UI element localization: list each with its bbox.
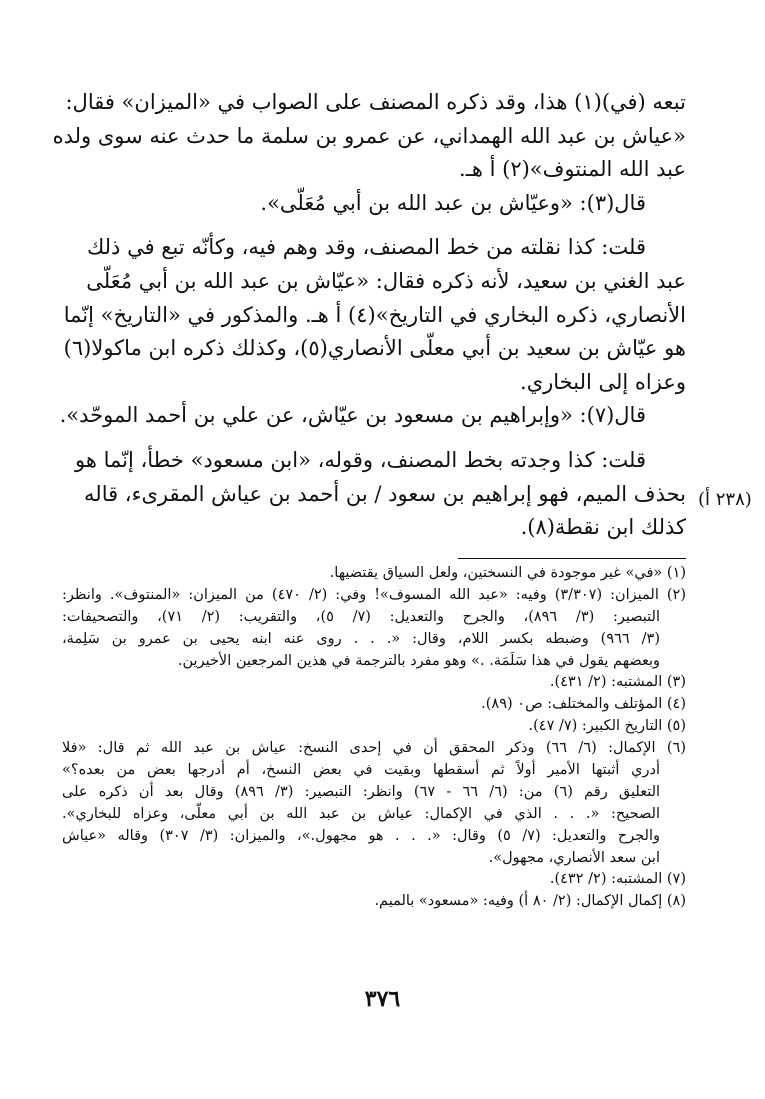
footnote-line: التبصير: (٣/ ٨٩٦)، والجرح والتعديل: (٧/ ٥)، والتقريب: (٢/ ٧١)، والتصحيفات: bbox=[62, 608, 660, 625]
page-number: ٣٧٦ bbox=[364, 986, 401, 1012]
footnote-separator bbox=[458, 558, 686, 559]
text-line: تبعه (في)(١) هذا، وقد ذكره المصنف على الصواب في «الميزان» فقال: bbox=[65, 90, 686, 114]
footnote-line: (٧) المشتبه: (٢/ ٤٣٢). bbox=[549, 871, 686, 888]
main-text bbox=[52, 86, 686, 545]
paragraph-5 bbox=[75, 444, 686, 545]
paragraph-1 bbox=[52, 86, 686, 187]
footnote bbox=[62, 694, 686, 716]
text-line: هو عيّاش بن سعيد بن أبي معلّى الأنصاري(٥)، وكذلك ذكره ابن ماكولا(٦) bbox=[63, 336, 686, 361]
footnote-line: وبعضهم يقول في هذا سَلَمَة. .» وهو مفرد بالترجمة في هذين المرجعين الأخيرين. bbox=[177, 652, 660, 669]
footnote bbox=[62, 738, 686, 869]
footnote-line: (٢) الميزان: (٣/٣٠٧) وفيه: «عبد الله المسوف»! وفي: (٢/ ٤٧٠) من الميزان: «المنتوف». وانظر: bbox=[62, 586, 687, 603]
footnote bbox=[62, 716, 686, 738]
footnote bbox=[62, 869, 686, 891]
text-line: بحذف الميم، فهو إبراهيم بن سعود / بن أحمد بن عياش المقرىء، قاله bbox=[84, 481, 686, 506]
text-line: كذلك ابن نقطة(٨). bbox=[520, 515, 686, 540]
paragraph-4 bbox=[59, 399, 686, 433]
footnote-line: الصحيح: «. . . الذي في الإكمال: عياش بن عبد الله بن أبي معلّى، وعزاه للبخاري». bbox=[62, 805, 660, 822]
text-line: قلت: كذا وجدته بخط المصنف، وقوله، «ابن مسعود» خطأ، إنّما هو bbox=[75, 447, 646, 472]
footnote bbox=[62, 672, 686, 694]
text-line: الأنصاري، ذكره البخاري في التاريخ»(٤) أ هـ. والمذكور في «التاريخ» إنّما bbox=[63, 302, 686, 327]
paragraph-3 bbox=[63, 231, 686, 399]
footnote-line: ابن سعد الأنصاري، مجهول». bbox=[488, 849, 660, 866]
footnote-line: والجرح والتعديل: (٧/ ٥) وقال: «. . . هو مجهول.»، والميزان: (٣/ ٣٠٧) وقاله «عياش bbox=[62, 827, 661, 844]
footnotes bbox=[62, 563, 686, 913]
footnote-line: (٣/ ٩٦٦) وضبطه بكسر اللام، وقال: «. . . روى عنه ابنه يحيى بن عمرو بن سَلِمة، bbox=[62, 630, 661, 647]
footnote-line: التعليق رقم (٦) من: (٦/ ٦٦ - ٦٧) وانظر: التبصير: (٣/ ٨٩٦) وقال بعد أن ذكره على bbox=[62, 783, 661, 800]
footnote-line: أدري أثبتها الأمير أولاً ثم أسقطها وبقيت في بعض النسخ، أم أدرجها بعض من بعده؟» bbox=[62, 762, 660, 779]
footnote-line: (٦) الإكمال: (٦/ ٦٦) وذكر المحقق أن في إحدى النسخ: عياش بن عبد الله ثم قال: «فلا bbox=[62, 740, 686, 757]
text-line: عبد الله المنتوف»(٢) أ هـ. bbox=[459, 157, 686, 182]
footnote-line: (٨) إكمال الإكمال: (٢/ ٨٠ أ) وفيه: «مسعود» بالميم. bbox=[374, 893, 686, 910]
text-line: «عياش بن عبد الله الهمداني، عن عمرو بن سلمة ما حدث عنه سوى ولده bbox=[52, 123, 686, 148]
text-line: قال(٧): «وإبراهيم بن مسعود بن عيّاش، عن علي بن أحمد الموحّد». bbox=[59, 403, 646, 428]
footnote-line: (٤) المؤتلف والمختلف: ص٠ (٨٩). bbox=[481, 696, 686, 713]
footnote bbox=[62, 585, 686, 673]
paragraph-2 bbox=[92, 187, 686, 221]
footnote-line: (٥) التاريخ الكبير: (٧/ ٤٧). bbox=[528, 718, 686, 735]
text-line: قلت: كذا نقلته من خط المصنف، وقد وهم فيه، وكأنّه تبع في ذلك bbox=[86, 235, 646, 260]
text-line: وعزاه إلى البخاري. bbox=[520, 369, 686, 394]
footnote bbox=[62, 891, 686, 913]
text-line: عبد الغني بن سعيد، لأنه ذكره فقال: «عيّاش بن عبد الله بن أبي مُعَلّى bbox=[86, 268, 686, 293]
text-line: قال(٣): «وعيّاش بن عبد الله بن أبي مُعَلّى». bbox=[260, 190, 646, 215]
footnote-line: (٣) المشتبه: (٢/ ٤٣١). bbox=[549, 674, 686, 691]
manuscript-folio-marker: (٢٣٨ أ) bbox=[698, 489, 752, 510]
footnote-line: (١) «في» غير موجودة في النسختين، ولعل السياق يقتضيها. bbox=[329, 565, 686, 581]
footnote bbox=[62, 563, 686, 585]
